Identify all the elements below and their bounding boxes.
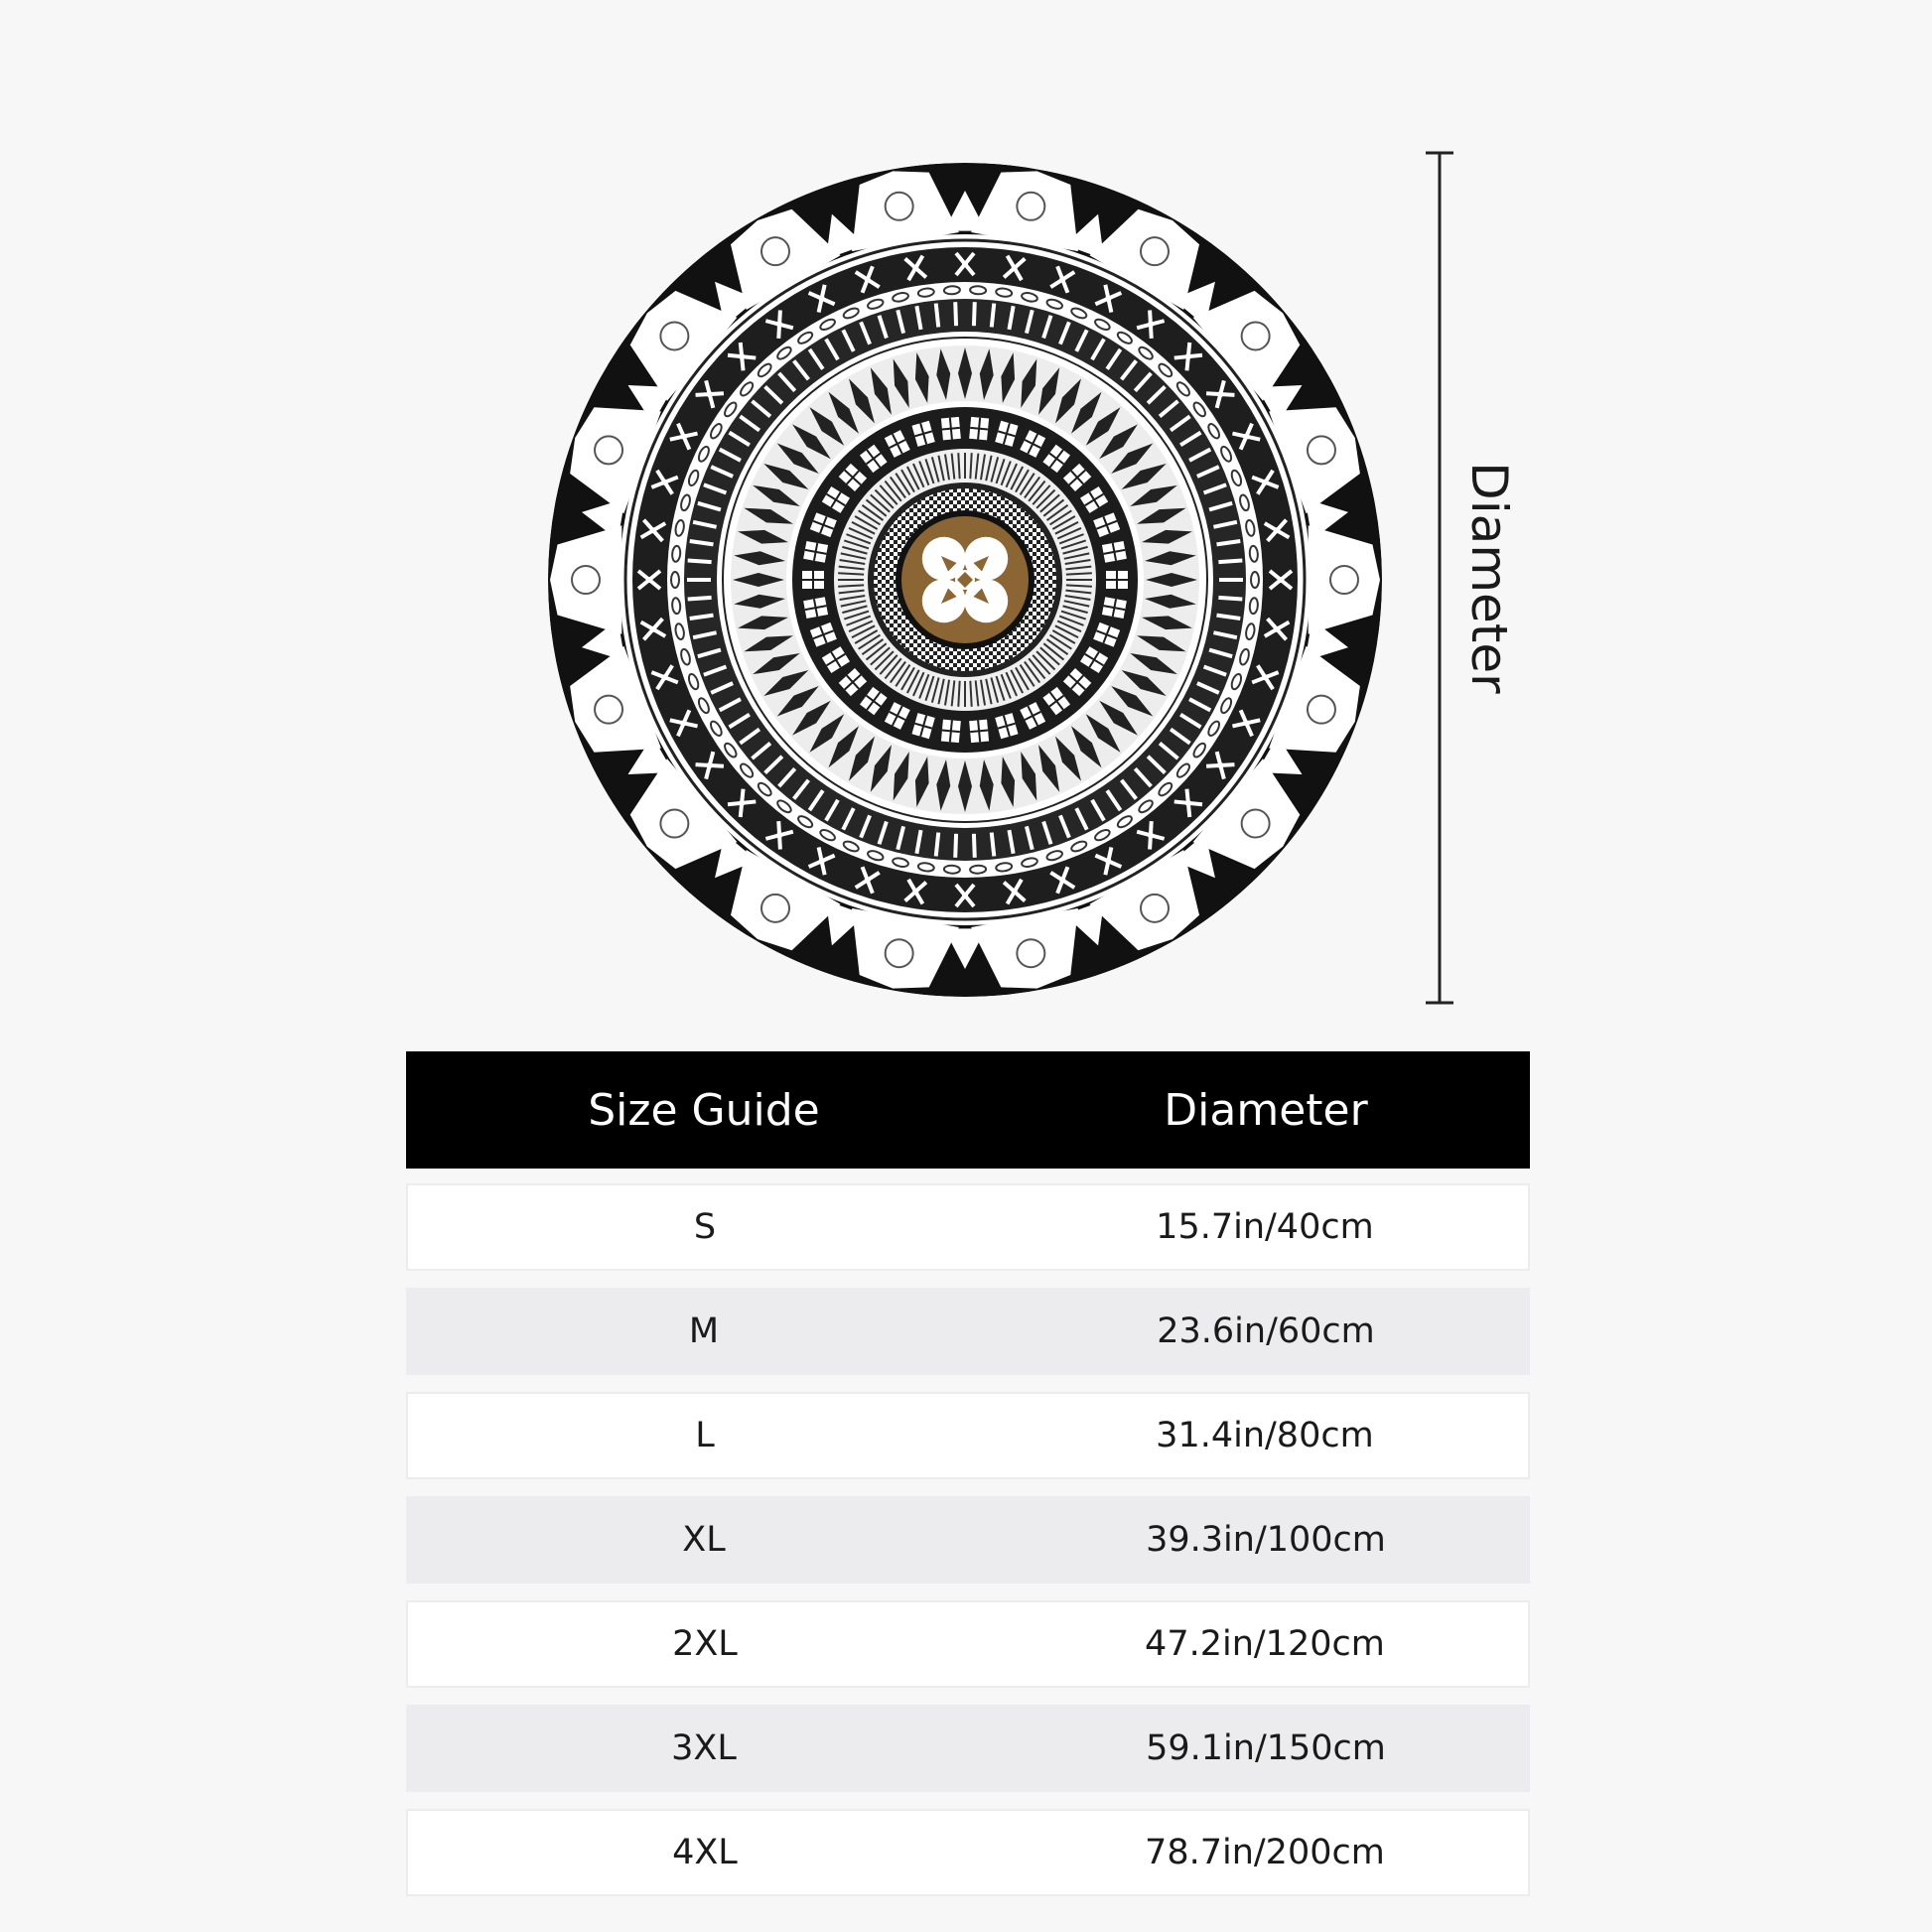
size-cell: S — [693, 1207, 717, 1247]
size-cell: XL — [682, 1520, 726, 1560]
diameter-cell: 59.1in/150cm — [1146, 1728, 1386, 1768]
table-row — [406, 1392, 1530, 1479]
table-header — [406, 1051, 1530, 1169]
size-cell: M — [688, 1311, 720, 1351]
table-row — [406, 1809, 1530, 1896]
diameter-label-text: Diameter — [1460, 462, 1518, 694]
size-cell: 3XL — [671, 1728, 737, 1768]
diameter-cell: 23.6in/60cm — [1157, 1311, 1375, 1351]
size-cell: 4XL — [672, 1833, 738, 1872]
diameter-cell: 31.4in/80cm — [1156, 1416, 1374, 1455]
diameter-cell: 39.3in/100cm — [1146, 1520, 1386, 1560]
header-size-guide: Size Guide — [588, 1084, 820, 1136]
table-row — [406, 1600, 1530, 1688]
diameter-cell: 15.7in/40cm — [1156, 1207, 1374, 1247]
diameter-dimension-line — [1425, 151, 1454, 1005]
header-diameter: Diameter — [1164, 1084, 1368, 1136]
table-row — [406, 1705, 1530, 1792]
size-cell: L — [695, 1416, 715, 1455]
diameter-cell: 47.2in/120cm — [1145, 1624, 1385, 1664]
size-cell: 2XL — [672, 1624, 738, 1664]
table-row — [406, 1183, 1530, 1271]
round-rug-image — [544, 159, 1386, 1001]
size-guide-table — [406, 1051, 1530, 1913]
diameter-cell: 78.7in/200cm — [1145, 1833, 1385, 1872]
table-row — [406, 1496, 1530, 1584]
table-row — [406, 1288, 1530, 1375]
